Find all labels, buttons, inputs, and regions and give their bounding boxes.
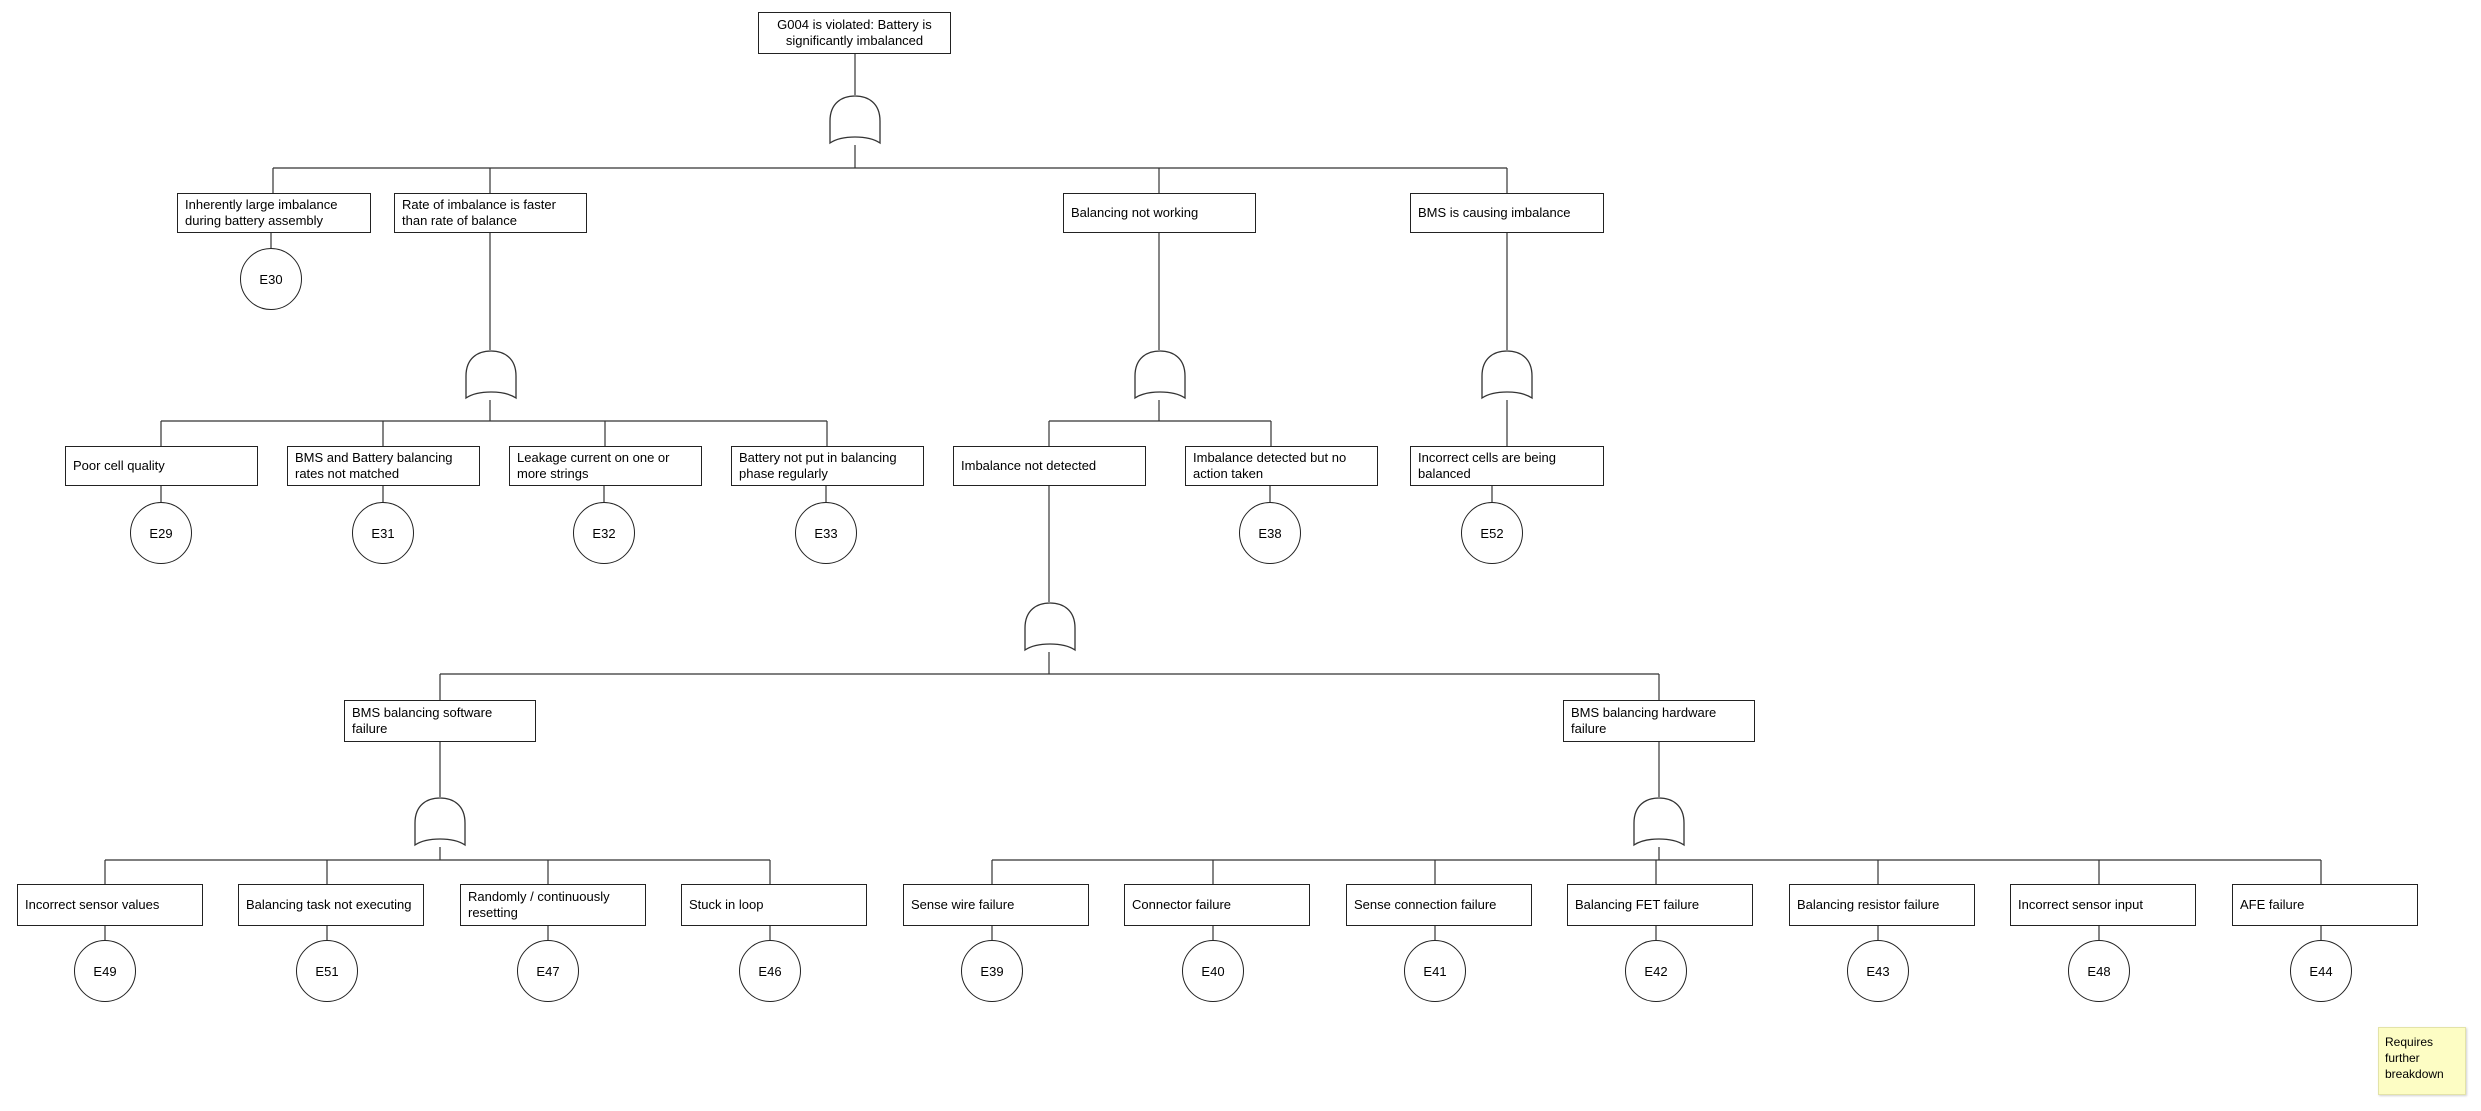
node-not-in-balancing-phase[interactable]	[731, 446, 924, 486]
node-sense-connection-failure[interactable]	[1346, 884, 1532, 926]
node-incorrect-sensor-input[interactable]	[2010, 884, 2196, 926]
node-connector-failure[interactable]	[1124, 884, 1310, 926]
or-gate-hardware-failure	[1632, 797, 1686, 847]
node-randomly-resetting[interactable]	[460, 884, 646, 926]
event-circle-e48[interactable]	[2068, 940, 2130, 1002]
or-gate-balancing-not-working	[1133, 350, 1187, 400]
node-stuck-in-loop[interactable]	[681, 884, 867, 926]
node-incorrect-cells-balanced[interactable]	[1410, 446, 1604, 486]
event-circle-e52[interactable]	[1461, 502, 1523, 564]
node-balancing-rates-not-matched[interactable]	[287, 446, 480, 486]
node-label: BMS is causing imbalance	[1418, 204, 1571, 220]
node-label: Randomly / continuously resetting	[468, 888, 610, 920]
event-label: E32	[592, 525, 616, 541]
node-balancing-fet-failure[interactable]	[1567, 884, 1753, 926]
node-rate-of-imbalance[interactable]	[394, 193, 587, 233]
or-gate-bms-causing-imbalance	[1480, 350, 1534, 400]
node-balancing-task-not-executing[interactable]	[238, 884, 424, 926]
node-balancing-not-working[interactable]	[1063, 193, 1256, 233]
or-gate-root	[828, 95, 882, 145]
or-gate-rate-of-imbalance	[464, 350, 518, 400]
node-no-action-taken[interactable]	[1185, 446, 1378, 486]
event-label: E31	[371, 525, 395, 541]
node-leakage-current[interactable]	[509, 446, 702, 486]
event-label: E41	[1423, 963, 1447, 979]
event-circle-e49[interactable]	[74, 940, 136, 1002]
event-label: E47	[536, 963, 560, 979]
event-label: E30	[259, 271, 283, 287]
node-root-goal[interactable]	[758, 12, 951, 54]
node-balancing-resistor-failure[interactable]	[1789, 884, 1975, 926]
event-circle-e38[interactable]	[1239, 502, 1301, 564]
node-label: G004 is violated: Battery is significantly imbalanced	[777, 16, 932, 48]
event-circle-e32[interactable]	[573, 502, 635, 564]
event-label: E39	[980, 963, 1004, 979]
event-label: E40	[1201, 963, 1225, 979]
event-label: E48	[2087, 963, 2111, 979]
node-label: AFE failure	[2240, 896, 2305, 912]
event-label: E29	[149, 525, 173, 541]
node-label: Incorrect cells are being balanced	[1418, 449, 1557, 481]
node-incorrect-sensor-values[interactable]	[17, 884, 203, 926]
node-label: BMS balancing software failure	[352, 704, 493, 736]
event-circle-e31[interactable]	[352, 502, 414, 564]
event-circle-e29[interactable]	[130, 502, 192, 564]
event-label: E42	[1644, 963, 1668, 979]
node-label: Inherently large imbalance during battery assembly	[185, 196, 338, 228]
node-label: Balancing task not executing	[246, 896, 412, 912]
event-circle-e39[interactable]	[961, 940, 1023, 1002]
node-label: Imbalance detected but no action taken	[1193, 449, 1347, 481]
event-circle-e43[interactable]	[1847, 940, 1909, 1002]
node-label: BMS and Battery balancing rates not matched	[295, 449, 453, 481]
event-label: E49	[93, 963, 117, 979]
node-label: Balancing not working	[1071, 204, 1199, 220]
node-imbalance-not-detected[interactable]	[953, 446, 1146, 486]
node-afe-failure[interactable]	[2232, 884, 2418, 926]
event-circle-e40[interactable]	[1182, 940, 1244, 1002]
sticky-note-label: Requires further breakdown	[2385, 1035, 2444, 1082]
node-label: Sense wire failure	[911, 896, 1015, 912]
node-label: Stuck in loop	[689, 896, 764, 912]
node-software-failure[interactable]	[344, 700, 536, 742]
node-label: Imbalance not detected	[961, 457, 1097, 473]
node-label: Leakage current on one or more strings	[517, 449, 670, 481]
event-circle-e30[interactable]	[240, 248, 302, 310]
node-label: Incorrect sensor values	[25, 896, 160, 912]
node-label: Balancing resistor failure	[1797, 896, 1940, 912]
sticky-note-requires-breakdown[interactable]	[2378, 1027, 2466, 1095]
node-label: Rate of imbalance is faster than rate of balance	[402, 196, 556, 228]
event-circle-e44[interactable]	[2290, 940, 2352, 1002]
node-poor-cell-quality[interactable]	[65, 446, 258, 486]
event-label: E52	[1480, 525, 1504, 541]
node-label: Poor cell quality	[73, 457, 165, 473]
node-bms-causing-imbalance[interactable]	[1410, 193, 1604, 233]
node-hardware-failure[interactable]	[1563, 700, 1755, 742]
event-label: E44	[2309, 963, 2333, 979]
node-inherent-imbalance[interactable]	[177, 193, 371, 233]
event-label: E51	[315, 963, 339, 979]
or-gate-software-failure	[413, 797, 467, 847]
node-label: Sense connection failure	[1354, 896, 1497, 912]
event-circle-e46[interactable]	[739, 940, 801, 1002]
node-label: Balancing FET failure	[1575, 896, 1700, 912]
event-circle-e42[interactable]	[1625, 940, 1687, 1002]
event-circle-e33[interactable]	[795, 502, 857, 564]
event-circle-e47[interactable]	[517, 940, 579, 1002]
event-label: E46	[758, 963, 782, 979]
event-label: E43	[1866, 963, 1890, 979]
or-gate-imbalance-not-detected	[1023, 602, 1077, 652]
node-label: Battery not put in balancing phase regularly	[739, 449, 897, 481]
node-label: Incorrect sensor input	[2018, 896, 2144, 912]
event-circle-e41[interactable]	[1404, 940, 1466, 1002]
node-label: Connector failure	[1132, 896, 1231, 912]
event-label: E38	[1258, 525, 1282, 541]
node-sense-wire-failure[interactable]	[903, 884, 1089, 926]
event-label: E33	[814, 525, 838, 541]
node-label: BMS balancing hardware failure	[1571, 704, 1717, 736]
event-circle-e51[interactable]	[296, 940, 358, 1002]
